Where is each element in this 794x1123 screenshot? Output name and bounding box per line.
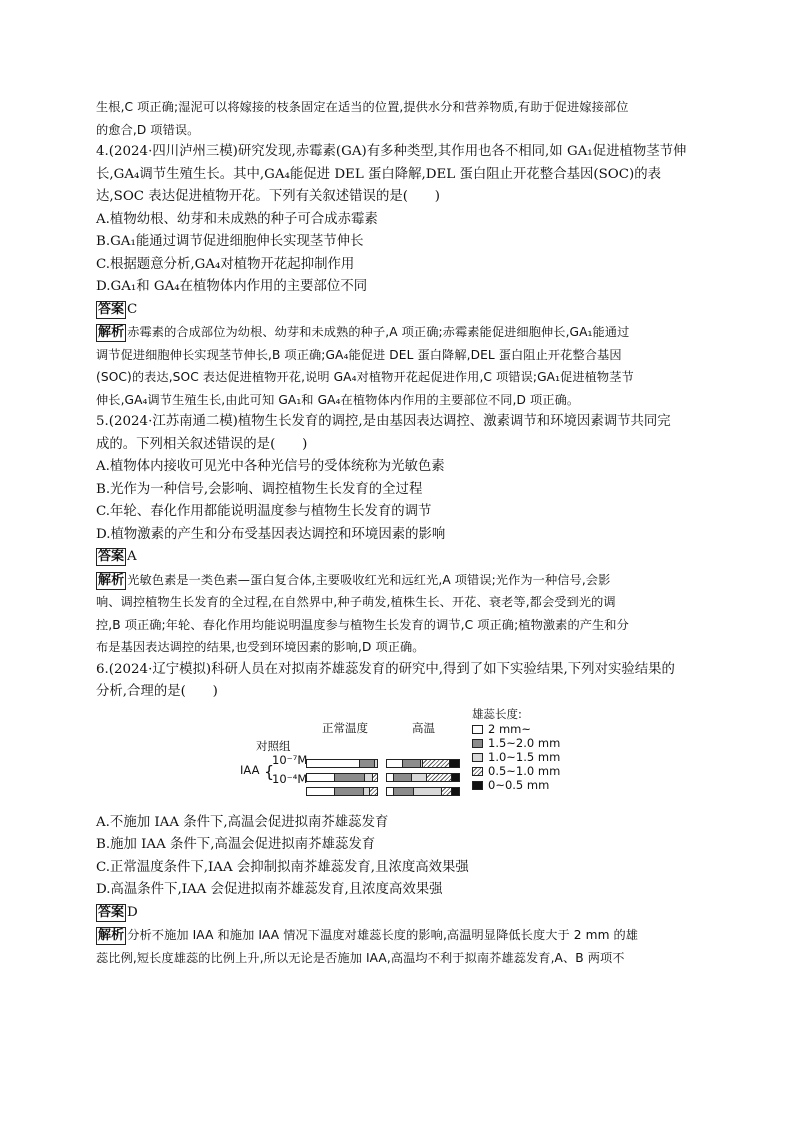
explanation-line: 调节促进细胞伸长实现茎节伸长,B 项正确;GA₄能促进 DEL 蛋白降解,DEL 蛋白阻止开花整合基因	[96, 347, 622, 362]
seg-over-2mm	[307, 774, 335, 781]
row-label-low: 10⁻⁷M	[272, 752, 308, 767]
continued-explanation-line: 生根,C 项正确;湿泥可以将嫁接的枝条固定在适当的位置,提供水分和营养物质,有助于促进嫁接部位	[96, 100, 629, 114]
seg-0_5-1mm	[427, 774, 452, 781]
option-c: C.正常温度条件下,IAA 会抑制拟南芥雄蕊发育,且浓度高效果强	[96, 859, 469, 875]
option-c: C.年轮、春化作用都能说明温度参与植物生长发育的调节	[96, 504, 432, 519]
seg-1-1_5mm	[412, 774, 426, 781]
seg-1_5-2mm	[335, 788, 364, 795]
seg-0-0_5mm	[452, 788, 459, 795]
seg-1-1_5mm	[365, 774, 373, 781]
question-5	[96, 411, 700, 659]
bar-high-low	[386, 773, 460, 782]
answer-row	[96, 299, 700, 322]
bar-normal-low	[306, 773, 378, 782]
answer-row	[96, 902, 700, 925]
bar-high-high	[386, 787, 460, 796]
question-6	[96, 659, 700, 970]
question-4	[96, 141, 700, 411]
explanation-label: 解析	[98, 928, 125, 943]
explanation-line: (SOC)的表达,SOC 表达促进植物开花,说明 GA₄对植物开花起促进作用,C 项错误;GA₁促进植物茎节	[96, 370, 634, 384]
seg-0-0_5mm	[452, 774, 459, 781]
column-header-normal: 正常温度	[322, 720, 368, 735]
option-c: C.根据题意分析,GA₄对植物开花起抑制作用	[96, 256, 355, 272]
explanation-line: 控,B 项正确;年轮、春化作用均能说明温度参与植物生长发育的调节,C 项正确;植物激素的产生和分	[96, 617, 629, 632]
question-stem: 成的。下列相关叙述错误的是( )	[96, 436, 308, 452]
option-b: B.GA₁能通过调节促进细胞伸长实现茎节伸长	[96, 234, 364, 249]
explanation-line	[96, 321, 700, 344]
continued-explanation-line: 的愈合,D 项错误。	[96, 122, 200, 137]
seg-0_5-1mm	[373, 774, 377, 781]
explanation-line: 伸长,GA₄调节生殖生长,由此可知 GA₁和 GA₄在植物体内作用的主要部位不同,D 项正确。	[96, 392, 580, 407]
seg-over-2mm	[307, 788, 335, 795]
row-label-high: 10⁻⁴M	[272, 771, 308, 786]
legend-swatch	[472, 753, 483, 762]
seg-1_5-2mm	[394, 774, 412, 781]
seg-over-2mm	[387, 774, 394, 781]
bar-high-control	[386, 759, 460, 768]
question-stem: 长,GA₄调节生殖生长。其中,GA₄能促进 DEL 蛋白降解,DEL 蛋白阻止开花整合基因(SOC)的表	[96, 166, 661, 182]
answer-label: 答案	[98, 904, 125, 920]
option-a: A.植物体内接收可见光中各种光信号的受体统称为光敏色素	[96, 459, 445, 474]
answer-label: 答案	[98, 549, 125, 564]
seg-0_5-1mm	[370, 788, 377, 795]
option-a: A.植物幼根、幼芽和未成熟的种子可合成赤霉素	[96, 211, 378, 227]
explanation-line: 蕊比例,短长度雄蕊的比例上升,所以无论是否施加 IAA,高温均不利于拟南芥雄蕊发育,A、B 两项不	[96, 950, 625, 965]
seg-0_5-1mm	[442, 788, 452, 795]
answer-value: D	[127, 904, 138, 920]
option-d: D.高温条件下,IAA 会促进拟南芥雄蕊发育,且浓度高效果强	[96, 882, 443, 897]
seg-0-0_5mm	[450, 760, 459, 767]
option-b: B.施加 IAA 条件下,高温会促进拟南芥雄蕊发育	[96, 837, 376, 852]
explanation-line: 响、调控植物生长发育的全过程,在自然界中,种子萌发,植株生长、开花、衰老等,都会受到光的调	[96, 595, 616, 609]
legend-swatch	[472, 767, 483, 776]
legend-title: 雄蕊长度:	[472, 706, 522, 721]
column-header-high: 高温	[412, 720, 435, 735]
bar-normal-control	[306, 759, 378, 768]
explanation-line	[96, 569, 700, 592]
explanation-line: 布是基因表达调控的结果,也受到环境因素的影响,D 项正确。	[96, 640, 425, 654]
seg-over-2mm	[387, 760, 403, 767]
legend-label: 1.0~1.5 mm	[488, 749, 561, 764]
question-stem: 达,SOC 表达促进植物开花。下列有关叙述错误的是( )	[96, 189, 440, 204]
option-a: A.不施加 IAA 条件下,高温会促进拟南芥雄蕊发育	[96, 814, 389, 830]
explanation-label: 解析	[98, 325, 125, 340]
legend-label: 0.5~1.0 mm	[488, 763, 561, 778]
option-b: B.光作为一种信号,会影响、调控植物生长发育的全过程	[96, 481, 423, 497]
iaa-brace: {	[264, 761, 275, 781]
legend-label: 1.5~2.0 mm	[488, 735, 561, 750]
option-d: D.GA₁和 GA₄在植物体内作用的主要部位不同	[96, 279, 368, 294]
question-stem: 5.(2024·江苏南通二模)植物生长发育的调控,是由基因表达调控、激素调节和环境因素调节共同完	[96, 414, 671, 429]
question-stem: 4.(2024·四川泸州三模)研究发现,赤霉素(GA)有多种类型,其作用也各不相同,如 GA₁促进植物茎节伸	[96, 144, 687, 159]
iaa-label: IAA	[240, 762, 260, 777]
seg-over-2mm	[307, 760, 360, 767]
answer-label: 答案	[98, 301, 125, 317]
seg-1-1_5mm	[414, 788, 441, 795]
seg-0_5-1mm	[423, 760, 450, 767]
legend-label: 2 mm~	[488, 721, 532, 736]
seg-1_5-2mm	[403, 760, 421, 767]
explanation-text: 分析不施加 IAA 和施加 IAA 情况下温度对雄蕊长度的影响,高温明显降低长度大于 2 mm 的雄	[127, 928, 639, 942]
answer-value: A	[127, 549, 137, 564]
explanation-text: 赤霉素的合成部位为幼根、幼芽和未成熟的种子,A 项正确;赤霉素能促进细胞伸长,GA₁能通过	[127, 325, 630, 339]
stamen-length-figure	[96, 706, 700, 810]
seg-1-1_5mm	[375, 760, 377, 767]
seg-over-2mm	[387, 788, 394, 795]
bar-normal-high	[306, 787, 378, 796]
seg-1_5-2mm	[394, 788, 414, 795]
explanation-line	[96, 924, 700, 947]
legend-swatch	[472, 739, 483, 748]
explanation-text: 光敏色素是一类色素—蛋白复合体,主要吸收红光和远红光,A 项错误;光作为一种信号,会影	[127, 572, 611, 587]
legend-swatch	[472, 781, 483, 790]
question-stem: 分析,合理的是( )	[96, 684, 218, 699]
question-stem: 6.(2024·辽宁模拟)科研人员在对拟南芥雄蕊发育的研究中,得到了如下实验结果,下列对实验结果的	[96, 661, 675, 677]
row-label-control: 对照组	[256, 738, 291, 753]
seg-1_5-2mm	[360, 760, 375, 767]
answer-row	[96, 546, 700, 569]
document-page	[96, 96, 700, 969]
legend-label: 0~0.5 mm	[488, 777, 550, 792]
option-d: D.植物激素的产生和分布受基因表达调控和环境因素的影响	[96, 526, 446, 542]
explanation-label: 解析	[98, 572, 125, 588]
answer-value: C	[127, 301, 138, 317]
seg-1_5-2mm	[335, 774, 365, 781]
legend-swatch	[472, 725, 483, 734]
